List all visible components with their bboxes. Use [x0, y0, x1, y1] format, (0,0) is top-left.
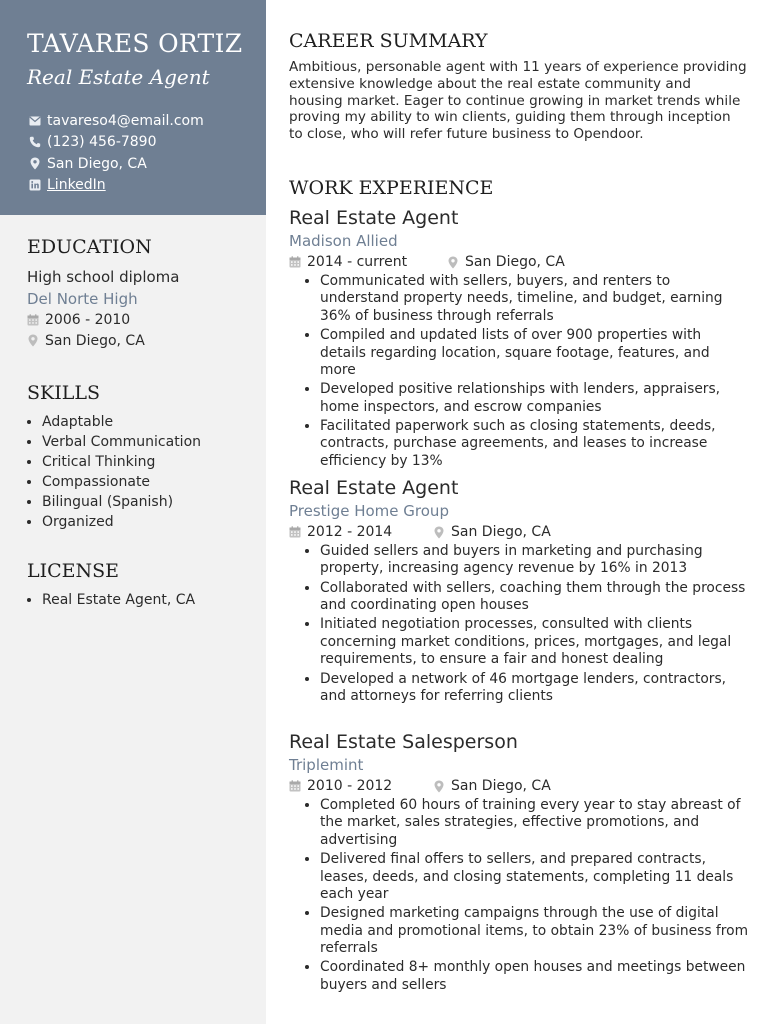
- education-dates-text: 2006 - 2010: [45, 311, 131, 328]
- education-degree: High school diploma: [27, 268, 180, 286]
- map-pin-icon: [27, 334, 39, 347]
- location-text: San Diego, CA: [47, 155, 147, 172]
- job-location: San Diego, CA: [465, 254, 565, 270]
- license-item: • Real Estate Agent, CA: [42, 590, 252, 610]
- job-bullet: • Designed marketing campaigns through the use of digital media and promotional items, to obtain 23% of business from referrals: [320, 905, 749, 957]
- education-section: [27, 234, 252, 351]
- job-company: Prestige Home Group: [289, 502, 449, 520]
- job-bullet: • Developed a network of 46 mortgage lenders, contractors, and attorneys for referring clients: [320, 671, 749, 706]
- skills-section: [27, 380, 252, 532]
- license-list: [27, 590, 252, 610]
- job-title: Real Estate Agent: [289, 477, 459, 499]
- job-company: Madison Allied: [289, 232, 398, 250]
- job-dates: 2012 - 2014: [307, 524, 393, 540]
- job-meta: [289, 775, 749, 797]
- job-meta: [289, 251, 749, 273]
- skills-heading: SKILLS: [27, 382, 100, 404]
- job-bullet: • Facilitated paperwork such as closing statements, deeds, contracts, purchase agreements, and leases to increase efficiency by 13%: [320, 418, 749, 470]
- skill-item: • Compassionate: [42, 472, 252, 492]
- education-location: [27, 330, 252, 351]
- contact-info: [29, 110, 259, 196]
- job-bullet: • Collaborated with sellers, coaching them through the process and coordinating open houses: [320, 580, 749, 615]
- job-bullet: • Compiled and updated lists of over 900 properties with details regarding location, square footage, features, and more: [320, 327, 749, 379]
- summary-text: Ambitious, personable agent with 11 years of experience providing extensive knowledge about the real estate community and housing market. Eager to continue growing in market trends while proving my ability to win clients, guiding them through inception to close, who will refer future business to Opendoor.: [289, 59, 747, 143]
- linkedin-icon: [29, 179, 41, 191]
- education-dates: [27, 309, 252, 330]
- contact-linkedin[interactable]: [29, 175, 259, 197]
- education-heading: EDUCATION: [27, 236, 152, 258]
- resume-header: [0, 0, 266, 215]
- license-heading: LICENSE: [27, 560, 120, 582]
- job-entry: [289, 476, 749, 707]
- phone-text: (123) 456-7890: [47, 134, 157, 151]
- job-location: San Diego, CA: [451, 778, 551, 794]
- email-text: tavareso4@email.com: [47, 112, 204, 129]
- calendar-icon: [289, 526, 301, 539]
- education-school: Del Norte High: [27, 290, 138, 308]
- job-bullet: • Developed positive relationships with lenders, appraisers, home inspectors, and escrow companies: [320, 381, 749, 416]
- job-entry: [289, 206, 749, 472]
- job-bullet: • Coordinated 8+ monthly open houses and meetings between buyers and sellers: [320, 959, 749, 994]
- candidate-title: Real Estate Agent: [27, 65, 210, 89]
- calendar-icon: [289, 256, 301, 269]
- job-meta: [289, 521, 749, 543]
- calendar-icon: [289, 780, 301, 793]
- job-bullets: [289, 797, 749, 994]
- summary-heading: CAREER SUMMARY: [289, 30, 488, 52]
- job-bullet: • Communicated with sellers, buyers, and renters to understand property needs, timeline, and budget, earning 36% of business through referrals: [320, 273, 749, 325]
- map-pin-icon: [433, 526, 445, 539]
- calendar-icon: [27, 313, 39, 326]
- job-bullets: [289, 273, 749, 470]
- job-company: Triplemint: [289, 756, 364, 774]
- education-location-text: San Diego, CA: [45, 332, 145, 349]
- job-dates: 2014 - current: [307, 254, 408, 270]
- linkedin-link[interactable]: LinkedIn: [47, 177, 106, 194]
- contact-email[interactable]: [29, 110, 259, 132]
- contact-location: [29, 153, 259, 175]
- license-section: [27, 558, 252, 610]
- job-bullet: • Completed 60 hours of training every year to stay abreast of the market, sales strategies, effective promotions, and advertising: [320, 797, 749, 849]
- job-location: San Diego, CA: [451, 524, 551, 540]
- envelope-icon: [29, 115, 41, 127]
- job-title: Real Estate Agent: [289, 207, 459, 229]
- map-pin-icon: [433, 780, 445, 793]
- job-title: Real Estate Salesperson: [289, 731, 518, 753]
- map-pin-icon: [447, 256, 459, 269]
- map-pin-icon: [29, 158, 41, 170]
- phone-icon: [29, 136, 41, 148]
- skill-item: • Organized: [42, 512, 252, 532]
- job-entry: [289, 730, 749, 996]
- contact-phone[interactable]: [29, 132, 259, 154]
- job-bullets: [289, 543, 749, 705]
- job-bullet: • Delivered final offers to sellers, and prepared contracts, leases, deeds, and closing statements, completing 11 deals each year: [320, 851, 749, 903]
- job-dates: 2010 - 2012: [307, 778, 393, 794]
- job-bullet: • Initiated negotiation processes, consulted with clients concerning market conditions, prices, mortgages, and legal requirements, to ensure a fair and honest dealing: [320, 616, 749, 668]
- skill-item: • Verbal Communication: [42, 432, 252, 452]
- candidate-name: TAVARES ORTIZ: [27, 29, 243, 58]
- skills-list: [27, 412, 252, 532]
- job-bullet: • Guided sellers and buyers in marketing and purchasing property, increasing agency revenue by 16% in 2013: [320, 543, 749, 578]
- skill-item: • Bilingual (Spanish): [42, 492, 252, 512]
- skill-item: • Adaptable: [42, 412, 252, 432]
- experience-heading: WORK EXPERIENCE: [289, 177, 494, 199]
- sidebar: [0, 0, 266, 1024]
- skill-item: • Critical Thinking: [42, 452, 252, 472]
